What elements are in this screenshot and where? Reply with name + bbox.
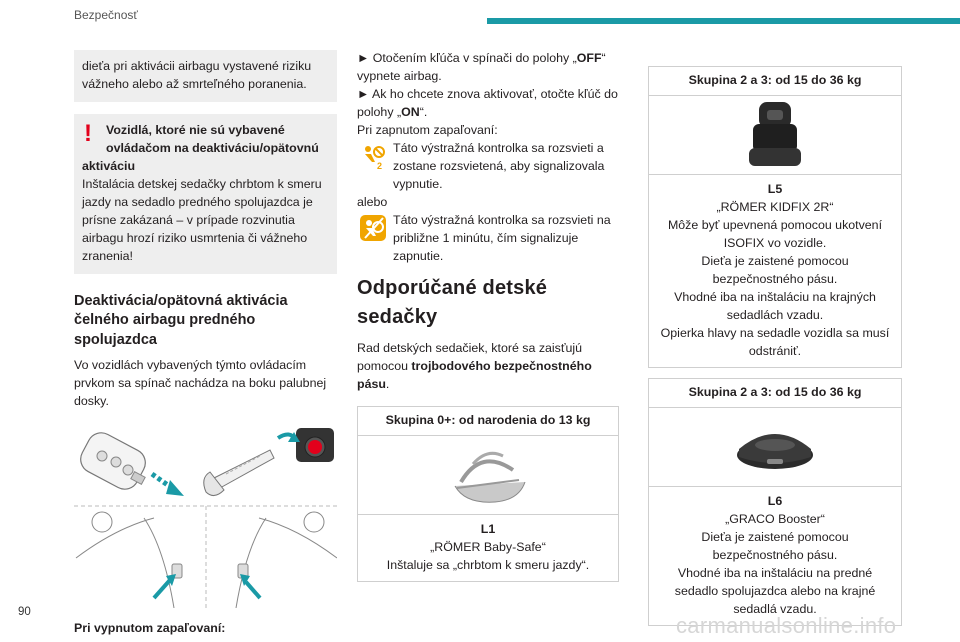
seats-intro: Rad detských sedačiek, ktoré sa zaisťujú pomocou trojbodového bezpečnostného pásu. [357, 340, 592, 391]
step-off: ► Otočením kľúča v spínači do polohy „OFF“ vypnete airbag. [357, 51, 606, 83]
airbag-off-lamp-icon [359, 142, 387, 170]
seat-code: L5 [767, 181, 783, 196]
seat-desc-line: Dieťa je zaistené pomocou bezpečnostného pásu. [701, 253, 849, 286]
ignition-on-label: Pri zapnutom zapaľovaní: [357, 122, 498, 137]
airbag-on-lamp-icon [359, 214, 387, 242]
seat-card-l5 [648, 66, 902, 368]
section-title: Bezpečnosť [74, 8, 138, 22]
seat-card-body [649, 175, 901, 367]
ignition-off-caption: Pri vypnutom zapaľovaní: [74, 621, 226, 636]
section-heading-airbag: Deaktivácia/opätovná aktivácia čelného airbagu predného spolujazdca [74, 292, 288, 348]
section-heading-seats: Odporúčané detské sedačky [357, 276, 548, 328]
warning-title: Vozidlá, ktoré nie sú vybavené ovládačom na deaktiváciu/opätovnú [106, 122, 319, 155]
seat-desc-line: Môže byť upevnená pomocou ukotvení ISOFIX vo vozidle. [667, 217, 883, 250]
seat-name: „RÖMER KIDFIX 2R“ [716, 199, 834, 214]
key-and-switch-drawing [74, 428, 337, 608]
watermark-text: carmanualsonline.info [676, 613, 897, 638]
header-accent-bar [487, 18, 960, 24]
seat-card-image [649, 96, 901, 175]
seat-card-head: Skupina 0+: od narodenia do 13 kg [358, 407, 618, 436]
dashboard-left-icon [76, 512, 182, 608]
seat-desc-line: Dieťa je zaistené pomocou bezpečnostného pásu. [701, 529, 849, 562]
column-left [74, 50, 337, 638]
seat-name: „GRACO Booster“ [725, 511, 825, 526]
seat-desc-line: Opierka hlavy na sedadle vozidla sa musí odstrániť. [660, 325, 890, 358]
info-box-text: dieťa pri aktivácii airbagu vystavené riziku vážneho alebo až smrteľného poranenia. [82, 59, 312, 91]
seat-card-body [649, 487, 901, 625]
insert-arrow-icon [152, 474, 184, 496]
seat-card-l1 [357, 406, 619, 582]
seat-card-l6 [648, 378, 902, 626]
key-blade-icon [204, 450, 274, 496]
exclamation-icon: ! [84, 119, 92, 147]
bullet-arrow-icon: ► [357, 86, 370, 101]
seat-desc-line: Vhodné iba na inštaláciu na predné sedadlo spolujazdca alebo na krajné sedadlá vzadu. [674, 565, 876, 616]
bullet-arrow-icon: ► [357, 51, 370, 65]
intro-paragraph: Vo vozidlách vybavených týmto ovládacím prvkom sa spínač nachádza na boku palubnej dosky. [74, 357, 327, 408]
seat-code: L6 [767, 493, 783, 508]
warning-box [74, 114, 337, 274]
seat-card-head: Skupina 2 a 3: od 15 do 36 kg [649, 379, 901, 408]
dashboard-right-icon [236, 512, 337, 608]
booster-highback-icon [745, 100, 805, 170]
seat-desc: Inštaluje sa „chrbtom k smeru jazdy“. [386, 557, 590, 572]
airbag-switch-icon [278, 428, 334, 462]
lamp-on-row [357, 212, 619, 266]
alebo-text: alebo [357, 194, 388, 209]
seat-card-image [649, 408, 901, 487]
svg-text:2: 2 [377, 160, 383, 170]
column-right [648, 66, 902, 636]
seat-card-head: Skupina 2 a 3: od 15 do 36 kg [649, 67, 901, 96]
warning-text: Inštalácia detskej sedačky chrbtom k smeru jazdy na sedadlo predného spolujazdca je prísne zakázaná – v prípade rozvinutia airbagu hrozí riziko usmrtenia či vážneho zranenia! [82, 176, 322, 263]
seat-card-body [358, 515, 618, 581]
booster-cushion-icon [733, 419, 817, 475]
info-box-continued [74, 50, 337, 102]
lamp-off-text: Táto výstražná kontrolka sa rozsvieti a zostane rozsvietená, aby signalizovala vypnutie. [393, 140, 605, 191]
baby-carrier-icon [443, 442, 533, 508]
seat-name: „RÖMER Baby-Safe“ [430, 539, 546, 554]
seat-card-image [358, 436, 618, 515]
warning-title-cont: aktiváciu [82, 158, 136, 173]
key-fob-icon [76, 428, 150, 494]
airbag-switch-illustration [74, 428, 337, 608]
seat-code: L1 [480, 521, 496, 536]
page-number: 90 [18, 606, 31, 618]
step-on: ► Ak ho chcete znova aktivovať, otočte kľúč do polohy „ON“. [357, 86, 618, 119]
column-middle [357, 50, 619, 592]
seat-desc-line: Vhodné iba na inštaláciu na krajných sedadlách vzadu. [674, 289, 876, 322]
lamp-on-text: Táto výstražná kontrolka sa rozsvieti na približne 1 minútu, čím signalizuje zapnutie. [393, 212, 611, 263]
lamp-off-row [357, 140, 619, 194]
